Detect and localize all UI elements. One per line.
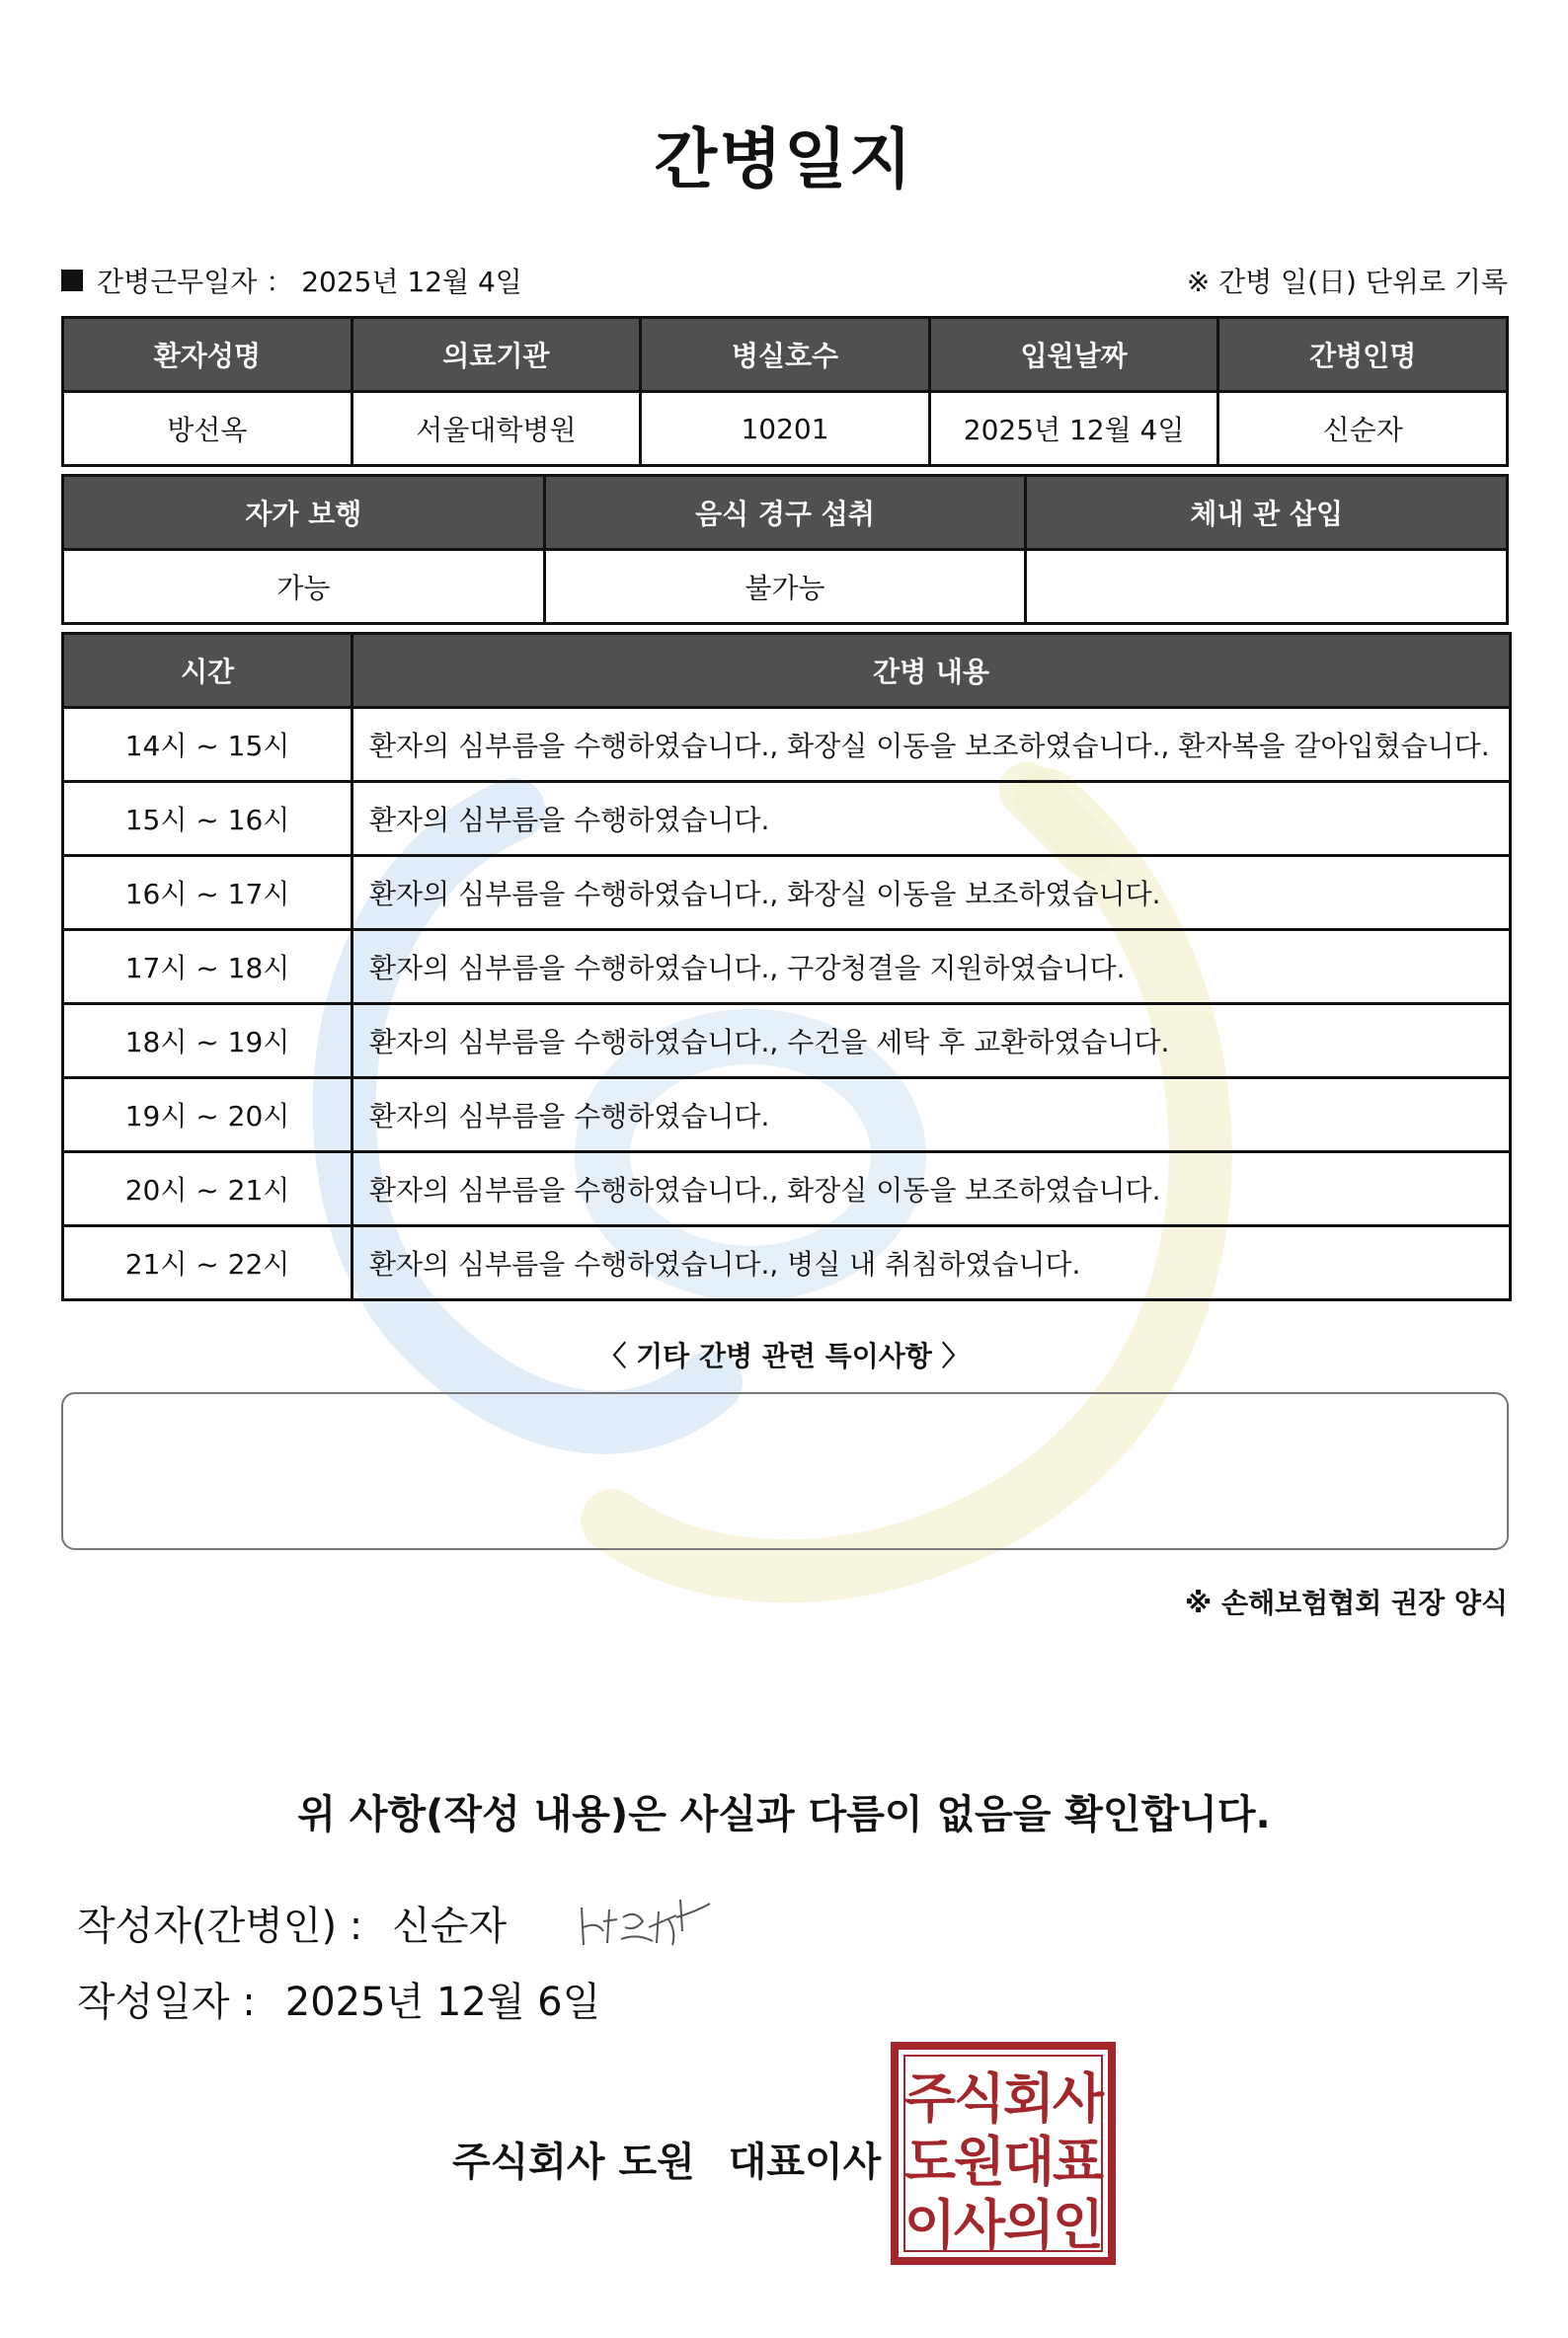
document-title: 간병일지: [654, 121, 914, 197]
care-log-row: [63, 1226, 1511, 1300]
log-content: 환자의 심부름을 수행하였습니다., 화장실 이동을 보조하였습니다., 환자복을 갈아입혔습니다.: [353, 708, 1511, 782]
log-content: 환자의 심부름을 수행하였습니다., 병실 내 취침하였습니다.: [353, 1226, 1511, 1300]
writer-line: [77, 1888, 722, 1957]
company-line: [452, 2131, 881, 2187]
oral-intake-value: 불가능: [544, 550, 1026, 624]
patient-info-table: [61, 316, 1509, 467]
header-room-number: 병실호수: [641, 318, 930, 392]
log-time: 21시 ~ 22시: [63, 1226, 353, 1300]
form-source-note: ※ 손해보험협회 권장 양식: [1185, 1587, 1508, 1619]
unit-note: ※ 간병 일(日) 단위로 기록: [1186, 266, 1508, 298]
remarks-title: 〈 기타 간병 관련 특이사항 〉: [598, 1340, 970, 1372]
log-time: 20시 ~ 21시: [63, 1152, 353, 1226]
handwritten-signature: [574, 1888, 722, 1957]
patient-info-header-row: [63, 318, 1508, 392]
log-content: 환자의 심부름을 수행하였습니다., 화장실 이동을 보조하였습니다.: [353, 856, 1511, 930]
care-log-row: [63, 708, 1511, 782]
company-title: 대표이사: [728, 2140, 882, 2185]
svg-text:대: 대: [1002, 2131, 1056, 2193]
log-content: 환자의 심부름을 수행하였습니다., 구강청결을 지원하였습니다.: [353, 930, 1511, 1004]
header-tube-insertion: 체내 관 삽입: [1026, 476, 1508, 550]
caregiver-name: 신순자: [1218, 392, 1508, 466]
log-time: 15시 ~ 16시: [63, 782, 353, 856]
written-date-line: [77, 1971, 600, 2027]
status-value-row: [63, 550, 1508, 624]
svg-text:의: 의: [1002, 2194, 1056, 2256]
svg-text:회: 회: [1002, 2067, 1056, 2130]
patient-info-value-row: [63, 392, 1508, 466]
care-log-row: [63, 1004, 1511, 1078]
header-patient-name: 환자성명: [63, 318, 353, 392]
confirmation-statement: 위 사항(작성 내용)은 사실과 다름이 없음을 확인합니다.: [297, 1792, 1271, 1837]
header-admission-date: 입원날짜: [929, 318, 1218, 392]
header-oral-intake: 음식 경구 섭취: [544, 476, 1026, 550]
svg-text:원: 원: [953, 2131, 1006, 2193]
written-date-value: 2025년 12월 6일: [284, 1980, 601, 2025]
care-log-header-row: [63, 634, 1511, 708]
writer-label: 작성자(간병인) :: [77, 1903, 363, 1949]
log-content: 환자의 심부름을 수행하였습니다.: [353, 1078, 1511, 1152]
svg-text:사: 사: [1052, 2067, 1105, 2130]
care-log-row: [63, 782, 1511, 856]
tube-insertion-value: [1026, 550, 1508, 624]
written-date-label: 작성일자 :: [77, 1980, 256, 2025]
log-time: 17시 ~ 18시: [63, 930, 353, 1004]
admission-date: 2025년 12월 4일: [929, 392, 1218, 466]
log-content: 환자의 심부름을 수행하였습니다.: [353, 782, 1511, 856]
header-self-walking: 자가 보행: [63, 476, 545, 550]
bullet-square-icon: [61, 270, 83, 291]
care-log-row: [63, 856, 1511, 930]
writer-name: 신순자: [392, 1903, 508, 1949]
header-caregiver-name: 간병인명: [1218, 318, 1508, 392]
work-date-value: 2025년 12월 4일: [301, 266, 522, 298]
patient-status-table: [61, 474, 1509, 625]
svg-text:주: 주: [903, 2067, 957, 2130]
log-time: 18시 ~ 19시: [63, 1004, 353, 1078]
svg-text:도: 도: [903, 2131, 957, 2193]
header-care-content: 간병 내용: [353, 634, 1511, 708]
log-time: 16시 ~ 17시: [63, 856, 353, 930]
self-walking-value: 가능: [63, 550, 545, 624]
svg-text:표: 표: [1052, 2131, 1105, 2193]
hospital-name: 서울대학병원: [352, 392, 641, 466]
header-hospital: 의료기관: [352, 318, 641, 392]
log-content: 환자의 심부름을 수행하였습니다., 화장실 이동을 보조하였습니다.: [353, 1152, 1511, 1226]
patient-name: 방선옥: [63, 392, 353, 466]
log-time: 14시 ~ 15시: [63, 708, 353, 782]
care-log-row: [63, 930, 1511, 1004]
care-log-row: [63, 1152, 1511, 1226]
status-header-row: [63, 476, 1508, 550]
log-time: 19시 ~ 20시: [63, 1078, 353, 1152]
company-name: 주식회사 도원: [452, 2140, 695, 2185]
work-date-line: [61, 261, 522, 300]
log-content: 환자의 심부름을 수행하였습니다., 수건을 세탁 후 교환하였습니다.: [353, 1004, 1511, 1078]
svg-text:식: 식: [953, 2067, 1006, 2130]
care-log-row: [63, 1078, 1511, 1152]
svg-text:이: 이: [903, 2194, 957, 2256]
remarks-box: [61, 1392, 1509, 1550]
company-seal-stamp: [891, 2042, 1116, 2265]
work-date-label: 간병근무일자 ：: [97, 266, 294, 298]
care-log-table: [61, 632, 1512, 1301]
room-number: 10201: [641, 392, 930, 466]
svg-text:인: 인: [1052, 2194, 1105, 2256]
svg-text:사: 사: [953, 2194, 1006, 2256]
header-time: 시간: [63, 634, 353, 708]
